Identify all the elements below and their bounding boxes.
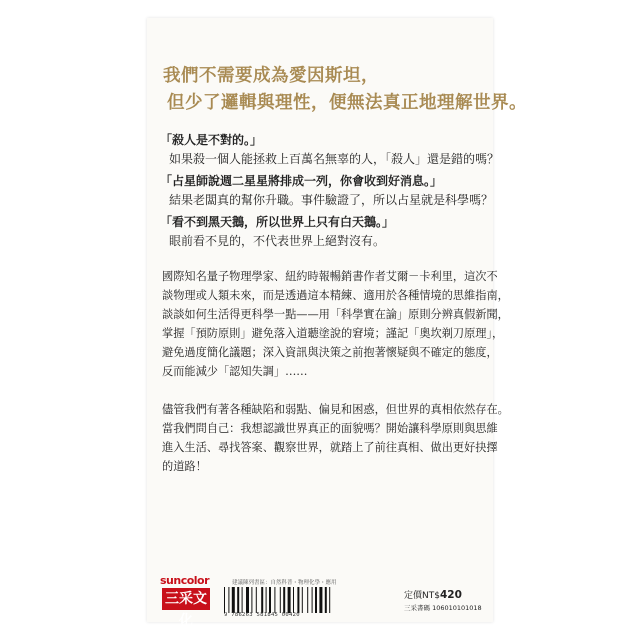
paragraph-line: 儘管我們有著各種缺陷和弱點、偏見和困惑，但世界的真相依然存在。 [162, 403, 509, 416]
description-paragraph-1 [162, 267, 509, 381]
paragraph-line: 談物理或人類未來，而是透過這本精練、適用於各種情境的思維指南， [162, 289, 509, 302]
quote-statement: 「看不到黑天鵝，所以世界上只有白天鵝。」 [160, 215, 395, 229]
quote-answer: 眼前看不見的，不代表世界上絕對沒有。 [169, 234, 386, 248]
paragraph-line: 的道路！ [162, 460, 207, 473]
quote-statement: 「殺人是不對的。」 [160, 133, 263, 147]
quote-statement: 「占星師說週二星星將排成一列，你會收到好消息。」 [160, 174, 443, 188]
barcode-icon [224, 587, 354, 613]
paragraph-line: 避免過度簡化議題；深入資訊與決策之前抱著懷疑與不確定的態度， [162, 346, 498, 359]
quote-block [160, 213, 490, 251]
price-label: 定價NT$ [404, 591, 440, 601]
cover-footer [160, 574, 490, 629]
product-code: 三采書碼 106010101018 [404, 604, 482, 612]
headline-line-2: 但少了邏輯與理性，便無法真正地理解世界。 [167, 93, 527, 113]
paragraph-line: 當我們問自己：我想認識世界真正的面貌嗎？開始讓科學原則與思維 [162, 422, 498, 435]
logo-chinese: 三采文化 [162, 588, 210, 610]
headline-line-1: 我們不需要成為愛因斯坦， [163, 66, 379, 86]
paragraph-line: 進入生活、尋找答案、觀察世界，就踏上了前往真相、做出更好抉擇 [162, 441, 498, 454]
publisher-logo [160, 574, 214, 629]
price [404, 588, 482, 601]
shelving-category: 建議陳列書區：自然科普・物理化學・應用 [232, 580, 337, 586]
paragraph-line: 掌握「預防原則」避免落入道聽塗說的窘境；謹記「奧坎剃刀原理」， [162, 327, 504, 340]
logo-wordmark: suncolor [160, 574, 210, 587]
headline [163, 63, 527, 117]
quote-answer: 結果老闆真的幫你升職。事件驗證了，所以占星就是科學嗎？ [169, 193, 494, 207]
paragraph-line: 談談如何生活得更科學一點——用「科學實在論」原則分辨真假新聞， [162, 308, 509, 321]
price-box [404, 588, 482, 612]
quote-block [160, 131, 500, 169]
quote-block [160, 172, 494, 210]
description-paragraph-2 [162, 400, 509, 476]
isbn-number: 9 786263 581845 00420 [224, 612, 300, 618]
price-value: 420 [439, 589, 462, 601]
paragraph-line: 國際知名量子物理學家、紐約時報暢銷書作者艾爾－卡利里，這次不 [162, 270, 498, 283]
quote-answer: 如果殺一個人能拯救上百萬名無辜的人，「殺人」還是錯的嗎？ [169, 152, 500, 166]
paragraph-line: 反而能減少「認知失調」…… [162, 365, 308, 378]
